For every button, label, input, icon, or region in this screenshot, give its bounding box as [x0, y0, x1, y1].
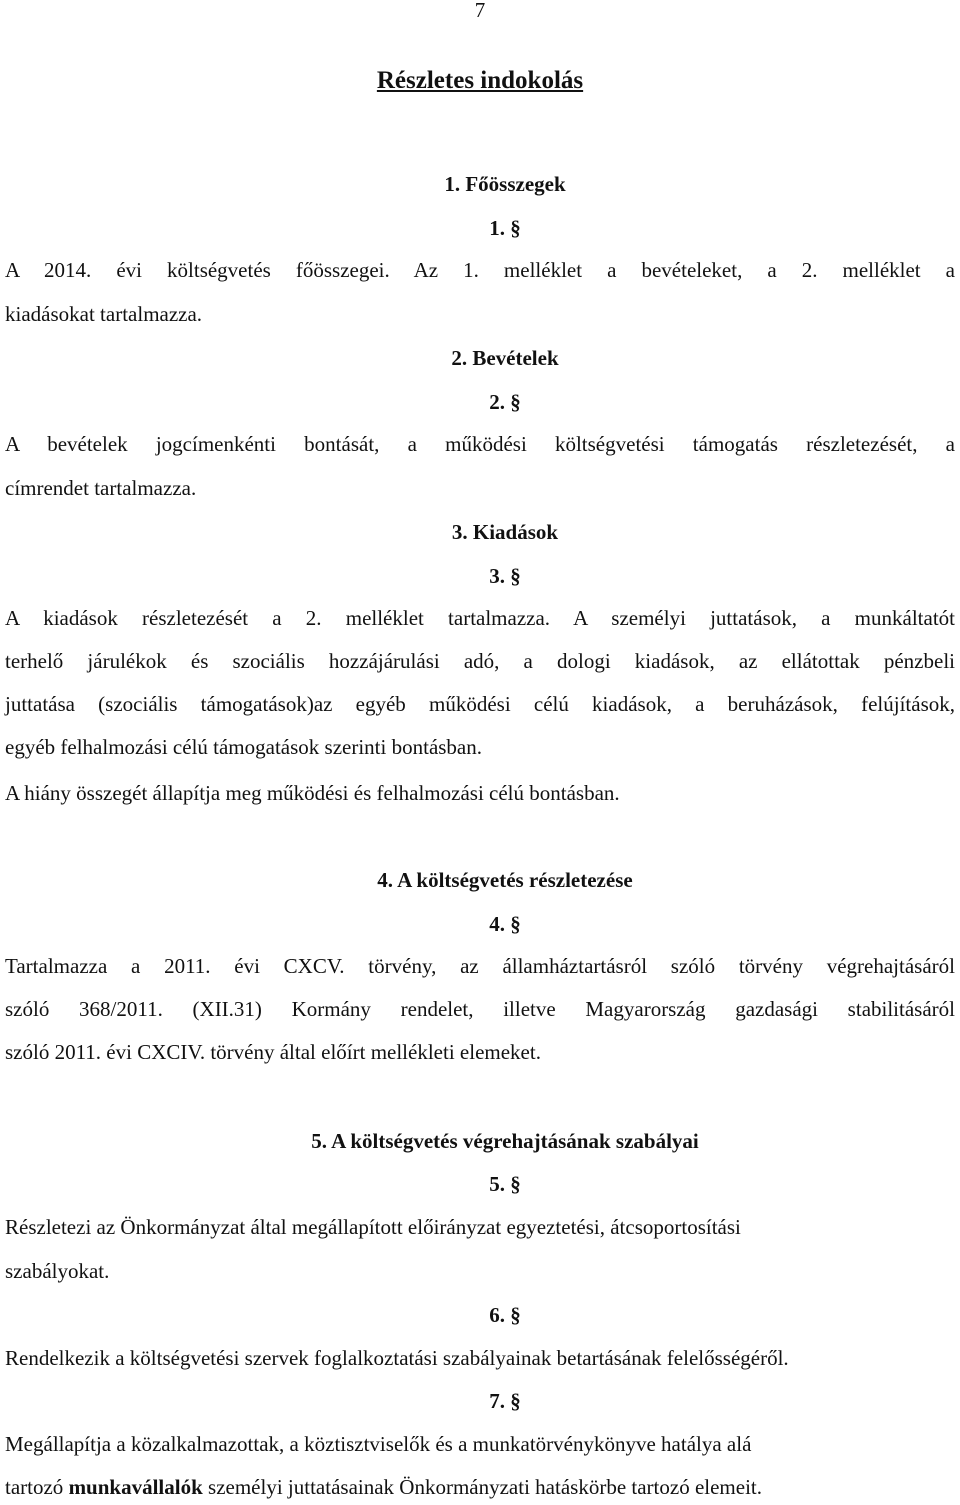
paragraph-mark-4: 4. §	[489, 912, 521, 936]
text-line: terhelő járulékok és szociális hozzájárulási adó, a dologi kiadások, az ellátottak pénzbeli	[5, 649, 955, 673]
section-sign-icon: §	[510, 390, 521, 414]
paragraph-mark-5: 5. §	[489, 1172, 521, 1196]
section-sign-icon: §	[510, 1389, 521, 1413]
section-heading-4: 4. A költségvetés részletezése	[377, 868, 633, 892]
section-sign-icon: §	[510, 564, 521, 588]
paragraph-mark-7: 7. §	[489, 1389, 521, 1413]
section-heading-2: 2. Bevételek	[451, 346, 559, 370]
bold-term: munkavállalók	[68, 1475, 203, 1499]
paragraph-mark-6: 6. §	[489, 1303, 521, 1327]
section-sign-icon: §	[510, 1303, 521, 1327]
section-heading-3: 3. Kiadások	[451, 520, 559, 544]
text-line: tartozó munkavállalók személyi juttatásainak Önkormányzati hatáskörbe tartozó elemeit.	[5, 1475, 762, 1499]
document-title: Részletes indokolás	[376, 67, 584, 94]
section-sign-icon: §	[510, 216, 521, 240]
section-heading-1: 1. Főösszegek	[444, 172, 566, 196]
text-line: szóló 368/2011. (XII.31) Kormány rendelet, illetve Magyarország gazdasági stabilitásáról	[5, 997, 955, 1021]
text-line: kiadásokat tartalmazza.	[5, 302, 203, 326]
section-sign-icon: §	[510, 912, 521, 936]
text-line: szóló 2011. évi CXCIV. törvény által előírt mellékleti elemeket.	[5, 1040, 541, 1064]
paragraph-mark-2: 2. §	[489, 390, 521, 414]
text-line: egyéb felhalmozási célú támogatások szerinti bontásban.	[5, 735, 483, 759]
section-sign-icon: §	[510, 1172, 521, 1196]
text-line: Megállapítja a közalkalmazottak, a köztisztviselők és a munkatörvénykönyve hatálya alá	[5, 1432, 752, 1456]
text-line: Rendelkezik a költségvetési szervek foglalkoztatási szabályainak betartásának felelősségéről.	[5, 1346, 789, 1370]
text-line: A kiadások részletezését a 2. melléklet tartalmazza. A személyi juttatások, a munkáltatót	[5, 606, 955, 630]
section-heading-5: 5. A költségvetés végrehajtásának szabályai	[311, 1129, 699, 1153]
text-line: A bevételek jogcímenkénti bontását, a működési költségvetési támogatás részletezését, a	[5, 432, 955, 456]
text-line: juttatása (szociális támogatások)az egyéb működési célú kiadások, a beruházások, felújítások,	[5, 692, 955, 716]
paragraph-mark-1: 1. §	[489, 216, 521, 240]
text-line: A 2014. évi költségvetés főösszegei. Az 1. melléklet a bevételeket, a 2. melléklet a	[5, 258, 955, 282]
text-line: szabályokat.	[5, 1259, 110, 1283]
page-number: 7	[474, 0, 486, 22]
text-line: Tartalmazza a 2011. évi CXCV. törvény, az államháztartásról szóló törvény végrehajtásáról	[5, 954, 955, 978]
paragraph-mark-3: 3. §	[489, 564, 521, 588]
text-line: A hiány összegét állapítja meg működési és felhalmozási célú bontásban.	[5, 781, 620, 805]
text-line: címrendet tartalmazza.	[5, 476, 197, 500]
text-line: Részletezi az Önkormányzat által megállapított előirányzat egyeztetési, átcsoportosítási	[5, 1215, 741, 1239]
